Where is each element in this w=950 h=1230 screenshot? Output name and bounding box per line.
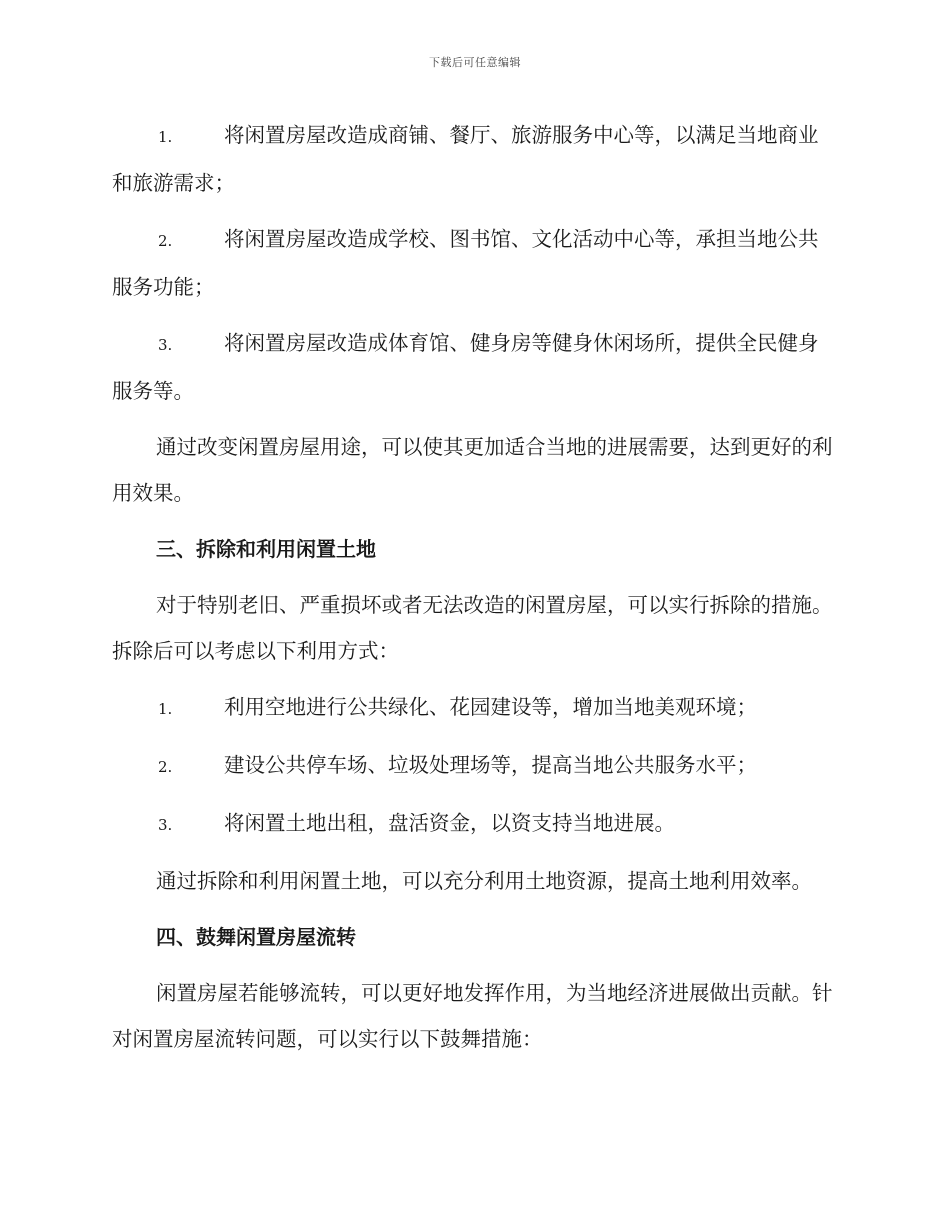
list-item (112, 216, 837, 310)
list-number: 1. (158, 700, 173, 718)
list-number: 3. (158, 336, 173, 354)
list-text: 将闲置房屋改造成商铺、餐厅、旅游服务中心等，以满足当地商业和旅游需求； (112, 123, 819, 195)
list-item (112, 684, 837, 732)
paragraph: 对于特别老旧、严重损坏或者无法改造的闲置房屋，可以实行拆除的措施。拆除后可以考虑以下利用方式： (112, 593, 833, 663)
list-item (112, 742, 837, 790)
list-item (112, 112, 837, 206)
section-heading: 三、拆除和利用闲置土地 (156, 537, 376, 561)
list-number: 2. (158, 758, 173, 776)
section-heading: 四、鼓舞闲置房屋流转 (156, 925, 356, 949)
list-text: 将闲置土地出租，盘活资金，以资支持当地进展。 (224, 811, 675, 835)
list-text: 将闲置房屋改造成体育馆、健身房等健身休闲场所，提供全民健身服务等。 (112, 331, 819, 403)
paragraph: 闲置房屋若能够流转，可以更好地发挥作用，为当地经济进展做出贡献。针对闲置房屋流转问题，可以实行以下鼓舞措施： (112, 981, 833, 1051)
list-text: 建设公共停车场、垃圾处理场等，提高当地公共服务水平； (224, 753, 757, 777)
page-header: 下载后可任意编辑 (429, 56, 521, 69)
list-text: 利用空地进行公共绿化、花园建设等，增加当地美观环境； (224, 695, 757, 719)
list-text: 将闲置房屋改造成学校、图书馆、文化活动中心等，承担当地公共服务功能； (112, 227, 819, 299)
paragraph: 通过拆除和利用闲置土地，可以充分利用土地资源，提高土地利用效率。 (156, 869, 812, 893)
document-body (112, 112, 837, 1072)
list-item (112, 800, 837, 848)
list-number: 3. (158, 816, 173, 834)
paragraph: 通过改变闲置房屋用途，可以使其更加适合当地的进展需要，达到更好的利用效果。 (112, 435, 833, 505)
list-number: 2. (158, 232, 173, 250)
list-number: 1. (158, 128, 173, 146)
list-item (112, 320, 837, 414)
